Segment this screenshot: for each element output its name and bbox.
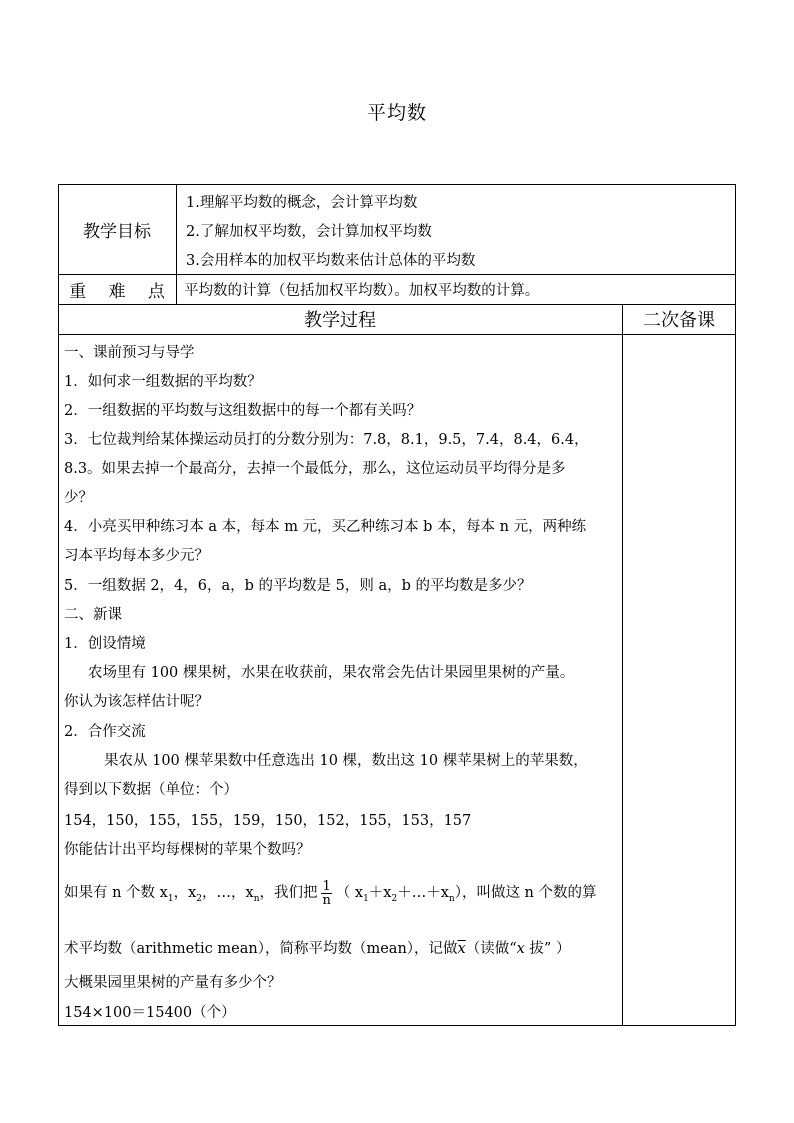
paragraph: 你认为该怎样估计呢？ bbox=[64, 694, 209, 710]
objective-item: 1.理解平均数的概念，会计算平均数 bbox=[186, 195, 418, 211]
section-heading: 一、课前预习与导学 bbox=[64, 345, 195, 361]
question: 1．如何求一组数据的平均数？ bbox=[64, 374, 262, 390]
data-values: 154，150，155，155，159，150，152，155，153，157 bbox=[64, 813, 472, 829]
difficulty-label: 重 难 点 bbox=[69, 281, 165, 302]
question: 4．小亮买甲种练习本 a 本，每本 m 元，买乙种练习本 b 本，每本 n 元，两种练 bbox=[64, 519, 587, 535]
objective-item: 2.了解加权平均数，会计算加权平均数 bbox=[186, 224, 432, 240]
paragraph: 得到以下数据（单位：个） bbox=[64, 782, 238, 798]
question: 少？ bbox=[64, 490, 93, 506]
question: 3．七位裁判给某体操运动员打的分数分别为：7.8，8.1，9.5，7.4，8.4，6.4， bbox=[64, 432, 589, 448]
question: 大概果园里果树的产量有多少个？ bbox=[64, 975, 282, 991]
fraction: $\frac{1}{n}$ bbox=[322, 878, 331, 908]
paragraph: 农场里有 100 棵果树，水果在收获前，果农常会先估计果园里果树的产量。 bbox=[88, 665, 575, 681]
sub-heading: 2．合作交流 bbox=[64, 724, 146, 740]
question: 8.3。如果去掉一个最高分，去掉一个最低分，那么，这位运动员平均得分是多 bbox=[64, 461, 566, 477]
table-divider bbox=[58, 334, 736, 335]
notes-header: 二次备课 bbox=[643, 310, 715, 331]
paragraph: 你能估计出平均每棵树的苹果个数吗？ bbox=[64, 842, 311, 858]
paragraph: 果农从 100 棵苹果数中任意选出 10 棵，数出这 10 棵苹果树上的苹果数， bbox=[104, 753, 588, 769]
question: 5．一组数据 2，4，6，a，b 的平均数是 5，则 a，b 的平均数是多少？ bbox=[64, 578, 532, 594]
question: 习本平均每本多少元？ bbox=[64, 548, 209, 564]
definition-line: 术平均数（arithmetic mean），简称平均数（mean），记做$\overline{x}$（读做“x 拔” ） bbox=[64, 941, 571, 957]
page-title: 平均数 bbox=[366, 102, 427, 124]
question: 2．一组数据的平均数与这组数据中的每一个都有关吗？ bbox=[64, 403, 422, 419]
section-heading: 二、新课 bbox=[64, 607, 122, 623]
process-header: 教学过程 bbox=[304, 310, 376, 331]
table-divider bbox=[176, 184, 177, 304]
definition-line: 如果有 n 个数 $x_1$，$x_2$，…，$x_n$，我们把 $\frac{1}{n}$ （ $x_1+x_2+\dots+x_n$），叫做这 n 个数的算 bbox=[64, 878, 597, 908]
calculation: 154×100＝15400（个） bbox=[64, 1005, 236, 1021]
sub-heading: 1．创设情境 bbox=[64, 636, 146, 652]
objective-item: 3.会用样本的加权平均数来估计总体的平均数 bbox=[186, 253, 476, 269]
difficulty-text: 平均数的计算（包括加权平均数）。加权平均数的计算。 bbox=[184, 283, 540, 299]
objectives-label: 教学目标 bbox=[83, 221, 151, 242]
